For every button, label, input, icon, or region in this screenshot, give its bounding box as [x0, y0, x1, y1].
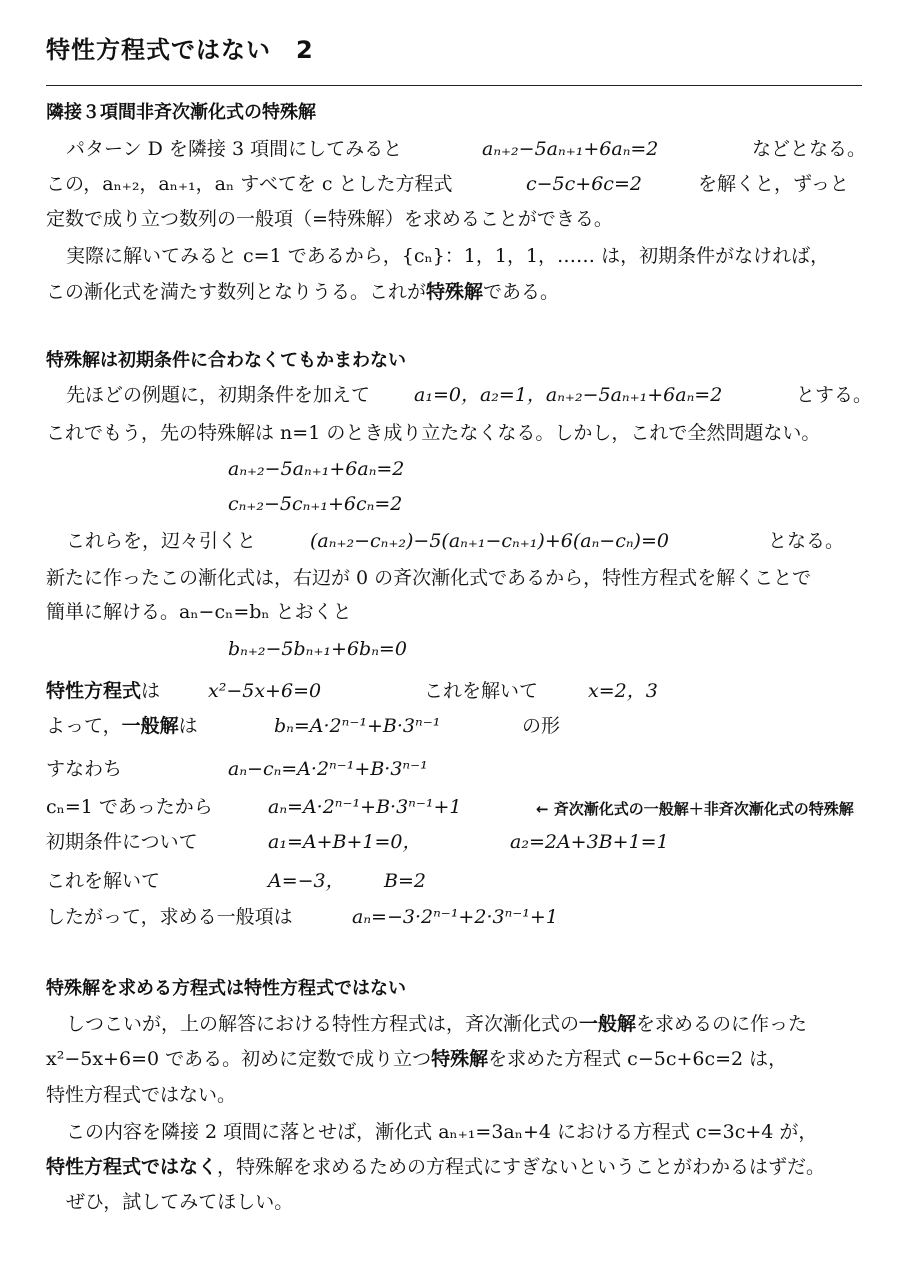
s2-row4-text: cₙ=1 であったから [46, 796, 213, 818]
s3-line5-bold: 特性方程式ではなく [46, 1156, 218, 1178]
s1-line2-math: c−5c+6c=2 [526, 173, 642, 195]
s2-row1-text: は [141, 680, 161, 702]
s1-line3: 定数で成り立つ数列の一般項（=特殊解）を求めることができる。 [46, 208, 613, 230]
section1-heading: 隣接３項間非斉次漸化式の特殊解 [46, 102, 316, 123]
s2-row1-roots: x=2，3 [588, 680, 658, 702]
s1-line2-text: この，aₙ₊₂，aₙ₊₁，aₙ すべてを c とした方程式 [46, 173, 453, 195]
page-title: 特性方程式ではない 2 [46, 36, 314, 64]
s1-line5-bold: 特殊解 [426, 281, 484, 303]
s1-line1-math: aₙ₊₂−5aₙ₊₁+6aₙ=2 [482, 138, 659, 160]
s2-row7-math: aₙ=−3·2ⁿ⁻¹+2·3ⁿ⁻¹+1 [352, 906, 558, 928]
s2-line2: これでもう，先の特殊解は n=1 のとき成り立たなくなる。しかし，これで全然問題ない。 [46, 422, 821, 444]
s1-line5-text: この漸化式を満たす数列となりうる。これが [46, 281, 427, 303]
s2-row4-note: ← 斉次漸化式の一般解＋非斉次漸化式の特殊解 [536, 800, 854, 818]
s2-row6-text: これを解いて [46, 870, 161, 892]
s2-line1-text: 先ほどの例題に，初期条件を加えて [66, 384, 371, 406]
s3-line2-tail: を求めた方程式 c−5c+6c=2 は， [488, 1048, 788, 1070]
s3-line1-bold: 一般解 [579, 1013, 637, 1035]
s2-row5-text: 初期条件について [46, 831, 198, 853]
s3-line2-bold: 特殊解 [431, 1048, 489, 1070]
s2-line5: 簡単に解ける。aₙ−cₙ=bₙ とおくと [46, 601, 352, 623]
section2-heading: 特殊解は初期条件に合わなくてもかまわない [46, 350, 406, 371]
s2-line3-tail: となる。 [768, 530, 845, 552]
s2-row2-math: bₙ=A·2ⁿ⁻¹+B·3ⁿ⁻¹ [274, 715, 441, 737]
section3-heading: 特殊解を求める方程式は特性方程式ではない [46, 978, 406, 999]
s2-line4: 新たに作ったこの漸化式は，右辺が 0 の斉次漸化式であるから，特性方程式を解くことで [46, 567, 812, 589]
s2-row6-math1: A=−3， [268, 870, 345, 892]
s2-row7-text: したがって，求める一般項は [46, 906, 293, 928]
s1-line4: 実際に解いてみると c=1 であるから，{cₙ}：1，1，1，…… は，初期条件がなければ， [66, 245, 830, 267]
s2-row1-bold: 特性方程式 [46, 680, 142, 702]
s1-line5 [46, 280, 559, 304]
s2-line1-tail: とする。 [796, 384, 873, 406]
s1-line1-text: パターン D を隣接 3 項間にしてみると [66, 138, 403, 160]
s1-line1-tail: などとなる。 [752, 138, 867, 160]
s2-row4-math: aₙ=A·2ⁿ⁻¹+B·3ⁿ⁻¹+1 [268, 796, 462, 818]
s2-row1-text2: これを解いて [424, 680, 539, 702]
s3-line5 [46, 1155, 825, 1179]
s3-line1-tail: を求めるのに作った [636, 1013, 808, 1035]
s2-row2-text: よって， [46, 715, 122, 737]
s2-row2-tail: の形 [522, 715, 561, 737]
s2-eq3: bₙ₊₂−5bₙ₊₁+6bₙ=0 [228, 638, 407, 660]
s2-line1-math: a₁=0，a₂=1，aₙ₊₂−5aₙ₊₁+6aₙ=2 [414, 384, 723, 406]
s2-line3-math: (aₙ₊₂−cₙ₊₂)−5(aₙ₊₁−cₙ₊₁)+6(aₙ−cₙ)=0 [310, 530, 669, 552]
s3-line1-text: しつこいが，上の解答における特性方程式は，斉次漸化式の [66, 1013, 580, 1035]
s3-line3: 特性方程式ではない。 [46, 1084, 237, 1106]
s2-row3-text: すなわち [46, 758, 123, 780]
s3-line2-text: x²−5x+6=0 である。初めに定数で成り立つ [46, 1048, 432, 1070]
s2-row5-math2: a₂=2A+3B+1=1 [510, 831, 669, 853]
s3-line6: ぜひ，試してみてほしい。 [66, 1191, 294, 1213]
s3-line4: この内容を隣接 2 項間に落とせば，漸化式 aₙ₊₁=3aₙ+4 における方程式 c=3c+4 が， [66, 1121, 818, 1143]
s3-line1 [66, 1012, 807, 1036]
s3-line2 [46, 1047, 787, 1071]
s2-eq1: aₙ₊₂−5aₙ₊₁+6aₙ=2 [228, 458, 405, 480]
s2-row3-math: aₙ−cₙ=A·2ⁿ⁻¹+B·3ⁿ⁻¹ [228, 758, 428, 780]
s2-row1-math: x²−5x+6=0 [208, 680, 322, 702]
s1-line5-tail: である。 [483, 281, 560, 303]
s2-row5-math1: a₁=A+B+1=0， [268, 831, 422, 853]
s2-row2-bold: 一般解 [121, 715, 179, 737]
s2-row6-math2: B=2 [384, 870, 426, 892]
s3-line5-text: ，特殊解を求めるための方程式にすぎないということがわかるはずだ。 [217, 1156, 826, 1178]
s2-row2-text2: は [178, 715, 198, 737]
title-divider [46, 85, 862, 86]
s2-line3-text: これらを，辺々引くと [66, 530, 257, 552]
s2-eq2: cₙ₊₂−5cₙ₊₁+6cₙ=2 [228, 493, 403, 515]
s1-line2-tail: を解くと，ずっと [698, 173, 849, 195]
